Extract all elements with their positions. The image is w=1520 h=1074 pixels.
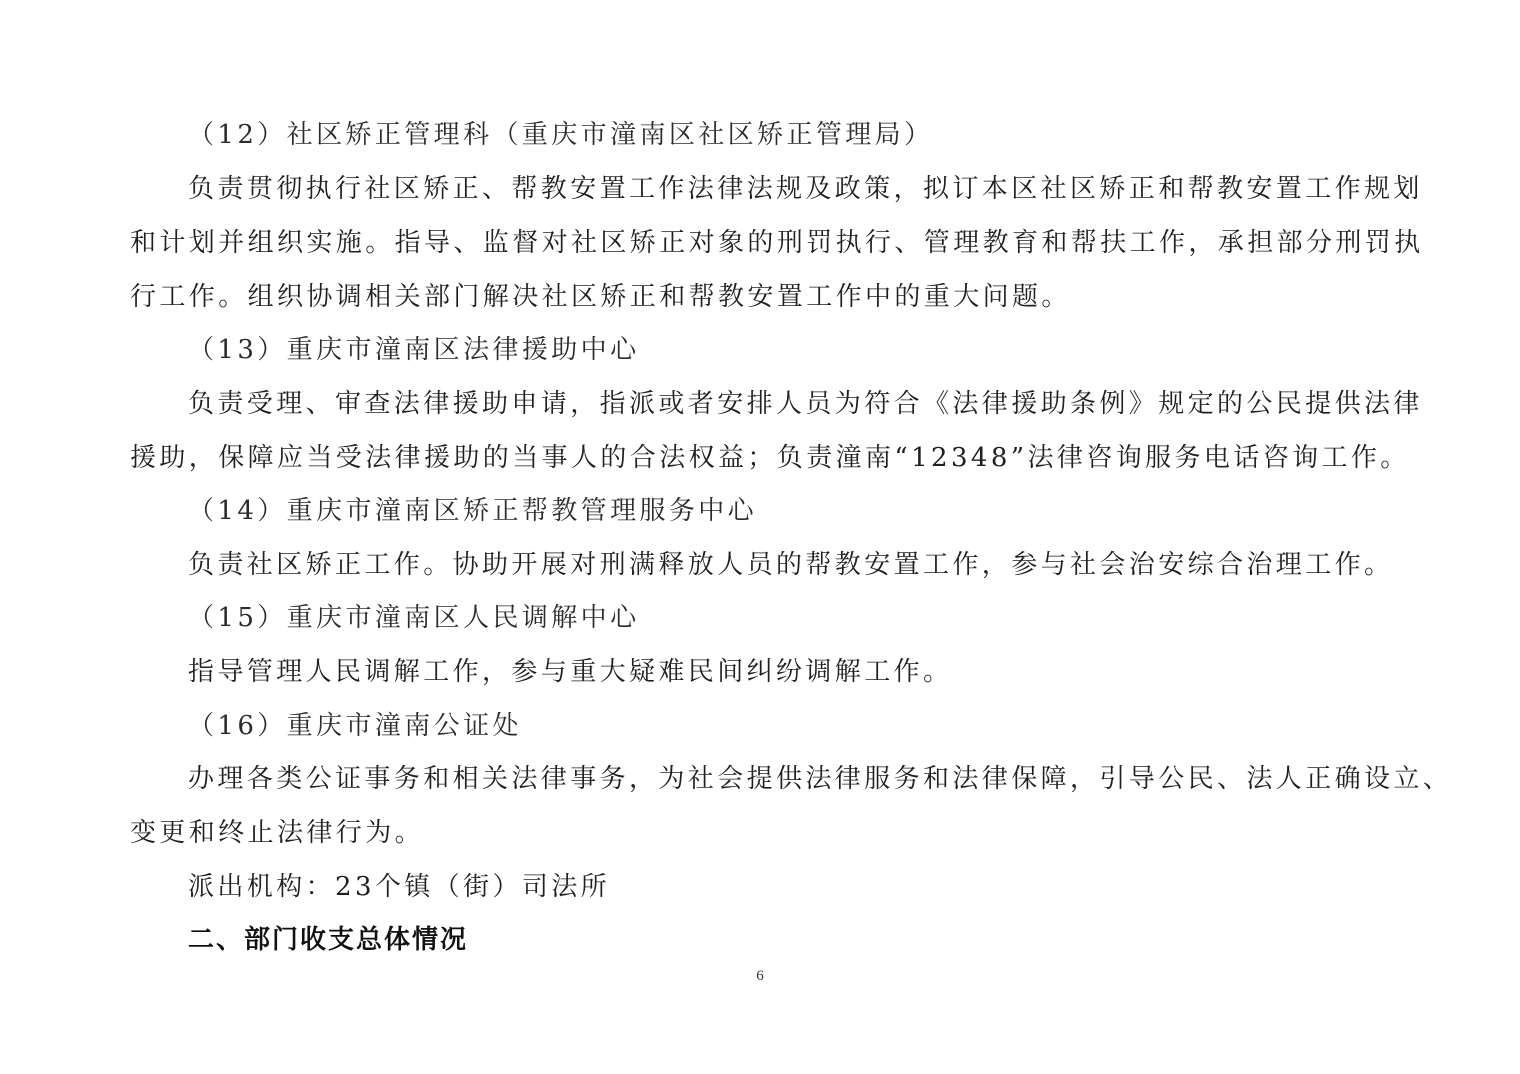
page-number: 6 (756, 968, 764, 984)
paragraph-line: 负责贯彻执行社区矫正、帮教安置工作法律法规及政策，拟订本区社区矫正和帮教安置工作规划 (188, 174, 1423, 204)
section-heading-15: （15）重庆市潼南区人民调解中心 (188, 603, 640, 633)
chapter-heading: 二、部门收支总体情况 (188, 925, 469, 955)
paragraph-line: 办理各类公证事务和相关法律事务，为社会提供法律服务和法律保障，引导公民、法人正确设立、 (188, 764, 1453, 794)
paragraph-line: 行工作。组织协调相关部门解决社区矫正和帮教安置工作中的重大问题。 (130, 282, 1071, 312)
paragraph-line: 和计划并组织实施。指导、监督对社区矫正对象的刑罚执行、管理教育和帮扶工作，承担部分刑罚执 (130, 228, 1424, 258)
section-heading-12: （12）社区矫正管理科（重庆市潼南区社区矫正管理局） (188, 120, 934, 150)
paragraph-line: 指导管理人民调解工作，参与重大疑难民间纠纷调解工作。 (188, 657, 953, 687)
paragraph-line: 负责受理、审查法律援助申请，指派或者安排人员为符合《法律援助条例》规定的公民提供法律 (188, 389, 1423, 419)
section-heading-13: （13）重庆市潼南区法律援助中心 (188, 335, 640, 365)
section-heading-16: （16）重庆市潼南公证处 (188, 711, 522, 741)
paragraph-line: 负责社区矫正工作。协助开展对刑满释放人员的帮教安置工作，参与社会治安综合治理工作。 (188, 550, 1394, 580)
paragraph-line: 援助，保障应当受法律援助的当事人的合法权益；负责潼南“12348”法律咨询服务电话咨询工作。 (130, 443, 1410, 473)
paragraph-line: 变更和终止法律行为。 (130, 818, 425, 848)
section-heading-14: （14）重庆市潼南区矫正帮教管理服务中心 (188, 496, 758, 526)
dispatched-agencies-line: 派出机构：23个镇（街）司法所 (188, 872, 611, 902)
